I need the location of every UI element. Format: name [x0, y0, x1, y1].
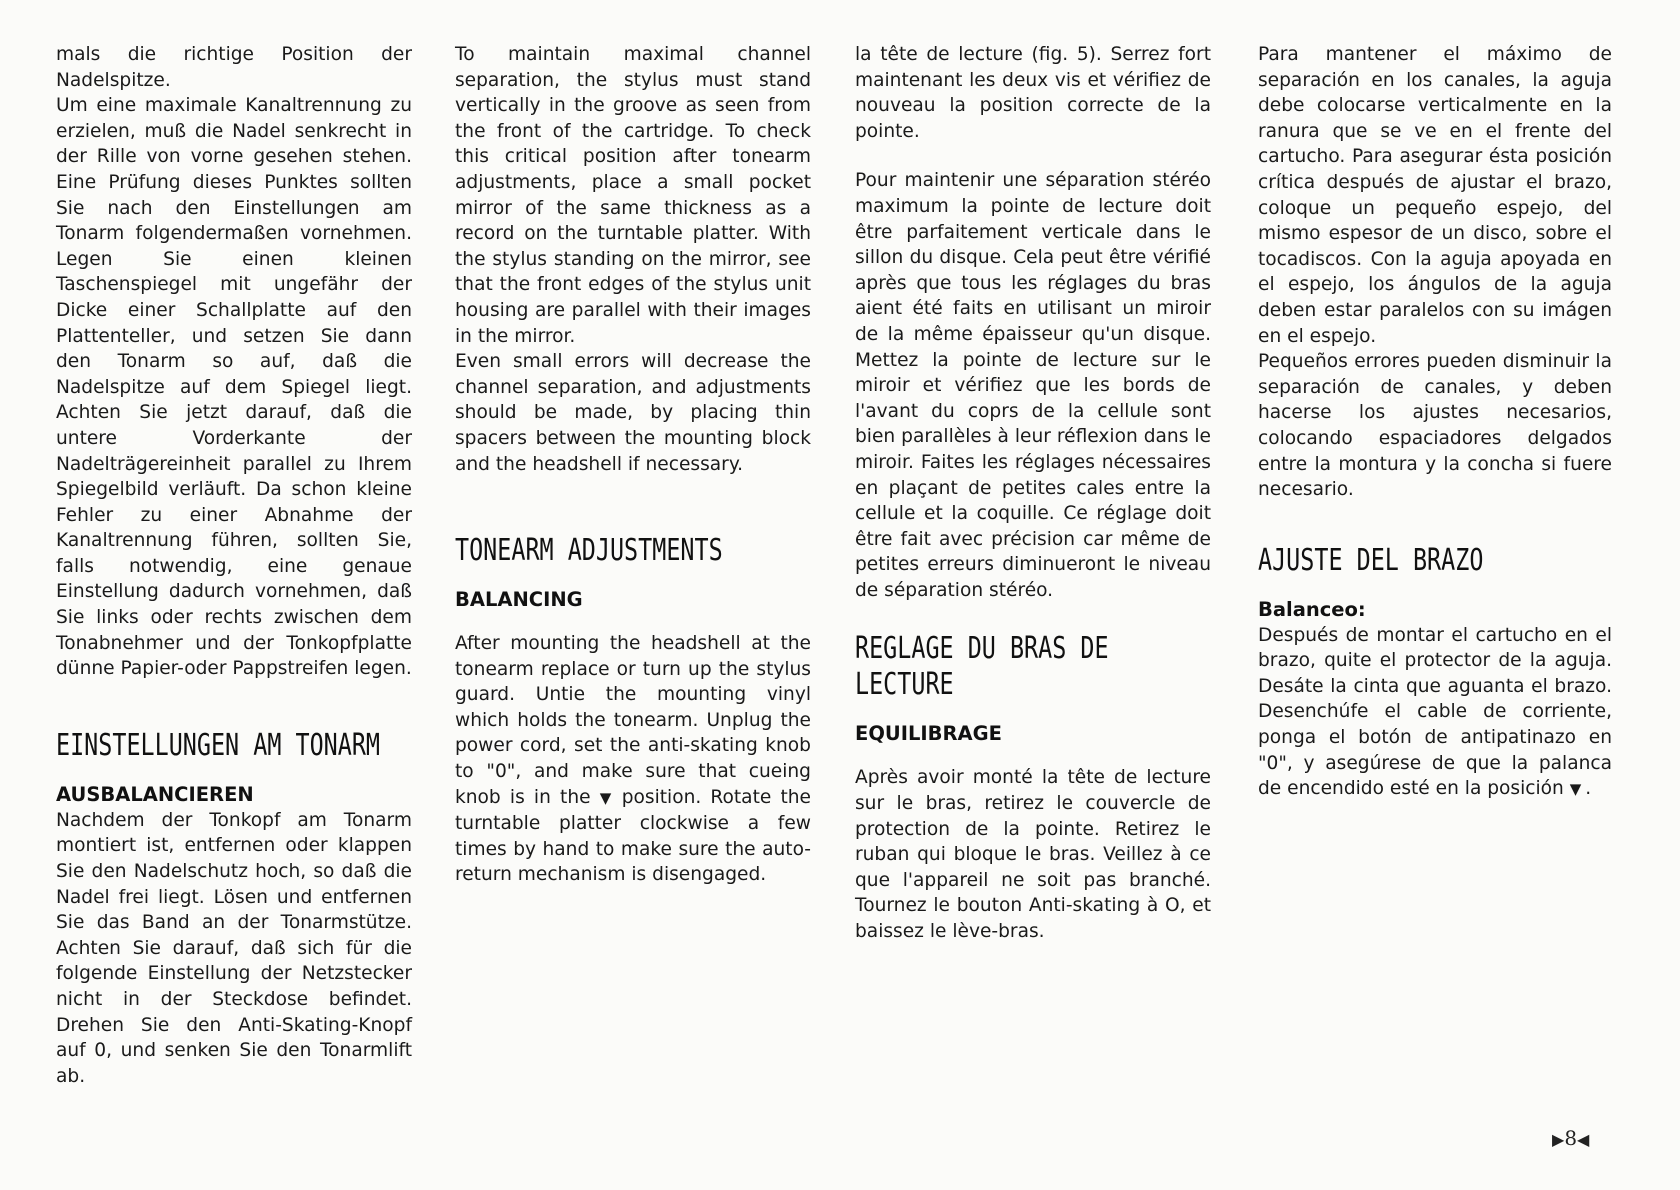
spanish-heading: AJUSTE DEL BRAZO [1258, 542, 1484, 578]
spanish-column [1258, 42, 1612, 803]
english-subheading: BALANCING [455, 588, 583, 612]
paragraph-gap [855, 144, 1211, 168]
spanish-balancing-after: . [1585, 778, 1592, 800]
triangle-left-icon: ◀ [1577, 1130, 1590, 1149]
english-balancing-before: After mounting the headshell at the tonearm replace or turn up the stylus guard. Untie the mounting vinyl which holds the tonearm. Unplug the power cord, set the anti-skating knob to "0", and make sure that cueing knob is in the [455, 633, 811, 808]
german-column [56, 42, 412, 1089]
english-heading: TONEARM ADJUSTMENTS [455, 533, 723, 569]
cueing-down-icon: ▼ [1569, 780, 1580, 799]
english-column [455, 42, 811, 888]
french-heading: REGLAGE DU BRAS DE LECTURE [855, 631, 1109, 703]
french-balancing-text: Après avoir monté la tête de lecture sur le bras, retirez le couvercle de protection de la pointe. Retirez le ruban qui bloque le bras. Veillez à ce que l'appareil ne soit pas branché. Tournez le bouton Anti-skating à O, et baissez le lève-bras. [855, 767, 1211, 943]
english-balancing-after: position. Rotate the turntable platter clockwise a few times by hand to make sure the auto-return mechanism is disengaged. [455, 786, 811, 886]
french-column [855, 42, 1211, 945]
english-intro-part1: To maintain maximal channel separation, the stylus must stand vertically in the groove as seen from the front of the cartridge. To check this critical position after tonearm adjustments, place a small pocket mirror of the same thickness as a record on the turntable platter. With the stylus standing on the mirror, see that the front edges of the stylus unit housing are parallel with their images in the mirror. [455, 44, 811, 347]
german-intro-part2: Um eine maximale Kanaltrennung zu erzielen, muß die Nadel senkrecht in der Rille von vorne gesehen stehen. Eine Prüfung dieses Punktes sollten Sie nach den Einstellungen am Tonarm folgendermaßen vornehmen. Legen Sie einen kleinen Taschenspiegel mit ungefähr der Dicke einer Schallplatte auf den Plattenteller, und setzen Sie dann den Tonarm so auf, daß die Nadelspitze auf dem Spiegel liegt. Achten Sie jetzt darauf, daß die untere Vorderkante der Nadelträgereinheit parallel zu Ihrem Spiegelbild verläuft. Da schon kleine Fehler zu einer Abnahme der Kanaltrennung führen, sollten Sie, falls notwendig, eine genaue Einstellung dadurch vornehmen, daß Sie links oder rechts zwischen dem Tonabnehmer und der Tonkopfplatte dünne Papier-oder Pappstreifen legen. [56, 95, 412, 680]
german-intro-part1: mals die richtige Position der Nadelspitze. [56, 44, 412, 91]
cueing-down-icon: ▼ [599, 788, 613, 807]
triangle-right-icon: ▶ [1552, 1130, 1565, 1149]
spanish-balancing-text [1258, 623, 1612, 803]
page-number-value: 8 [1564, 1126, 1578, 1150]
german-heading: EINSTELLUNGEN AM TONARM [56, 727, 381, 763]
french-intro-part2: Pour maintenir une séparation stéréo maximum la pointe de lecture doit être parfaitement verticale dans le sillon du disque. Cela peut être vérifié après que tous les réglages du bras aient été faits en utilisant un miroir de la même épaisseur qu'un disque. Mettez la pointe de lecture sur le miroir et vérifiez que les bords de l'avant du coprs de la cellule sont bien parallèles à leur réflexion dans le miroir. Faites les réglages nécessaires en plaçant de petites cales entre la cellule et la coquille. Ce réglage doit être fait avec précision car même de petites erreurs diminueront le niveau de séparation stéréo. [855, 170, 1211, 601]
french-subheading: EQUILIBRAGE [855, 722, 1002, 746]
spanish-intro-part1: Para mantener el máximo de separación en los canales, la aguja debe colocarse verticalmente en la ranura que se ve en el frente del cartucho. Para asegurar ésta posición crítica después de ajustar el brazo, coloque un pequeño espejo, del mismo espesor de un disco, sobre el tocadiscos. Con la aguja apoyada en el espejo, los ángulos de la aguja deben estar paralelos con su imágen en el espejo. [1258, 44, 1612, 347]
french-intro-part1: la tête de lecture (fig. 5). Serrez fort maintenant les deux vis et vérifiez de nouveau la position correcte de la pointe. [855, 44, 1211, 142]
english-balancing-text [455, 631, 811, 888]
german-subheading: AUSBALANCIEREN [56, 782, 254, 806]
spanish-subheading: Balanceo: [1258, 597, 1366, 621]
spanish-intro-part2: Pequeños errores pueden disminuir la separación de canales, y deben hacerse los ajustes necesarios, colocando espaciadores delgados entre la montura y la concha si fuere necesario. [1258, 351, 1612, 501]
page-number [1552, 1126, 1589, 1150]
english-intro-part2: Even small errors will decrease the channel separation, and adjustments should be made, by placing thin spacers between the mounting block and the headshell if necessary. [455, 351, 811, 475]
german-balancing-text: Nachdem der Tonkopf am Tonarm montiert ist, entfernen oder klappen Sie den Nadelschutz hoch, so daß die Nadel frei liegt. Lösen und entfernen Sie das Band an der Tonarmstütze. Achten Sie darauf, daß sich für die folgende Einstellung der Netzstecker nicht in der Steckdose befindet. Drehen Sie den Anti-Skating-Knopf auf 0, und senken Sie den Tonarmlift ab. [56, 809, 412, 1087]
spanish-balancing-before: Después de montar el cartucho en el brazo, quite el protector de la aguja. Desáte la cinta que aguanta el brazo. Desenchúfe el cable de corriente, ponga el botón de antipatinazo en "0", y asegúrese de que la palanca de encendido esté en la posición [1258, 624, 1612, 800]
